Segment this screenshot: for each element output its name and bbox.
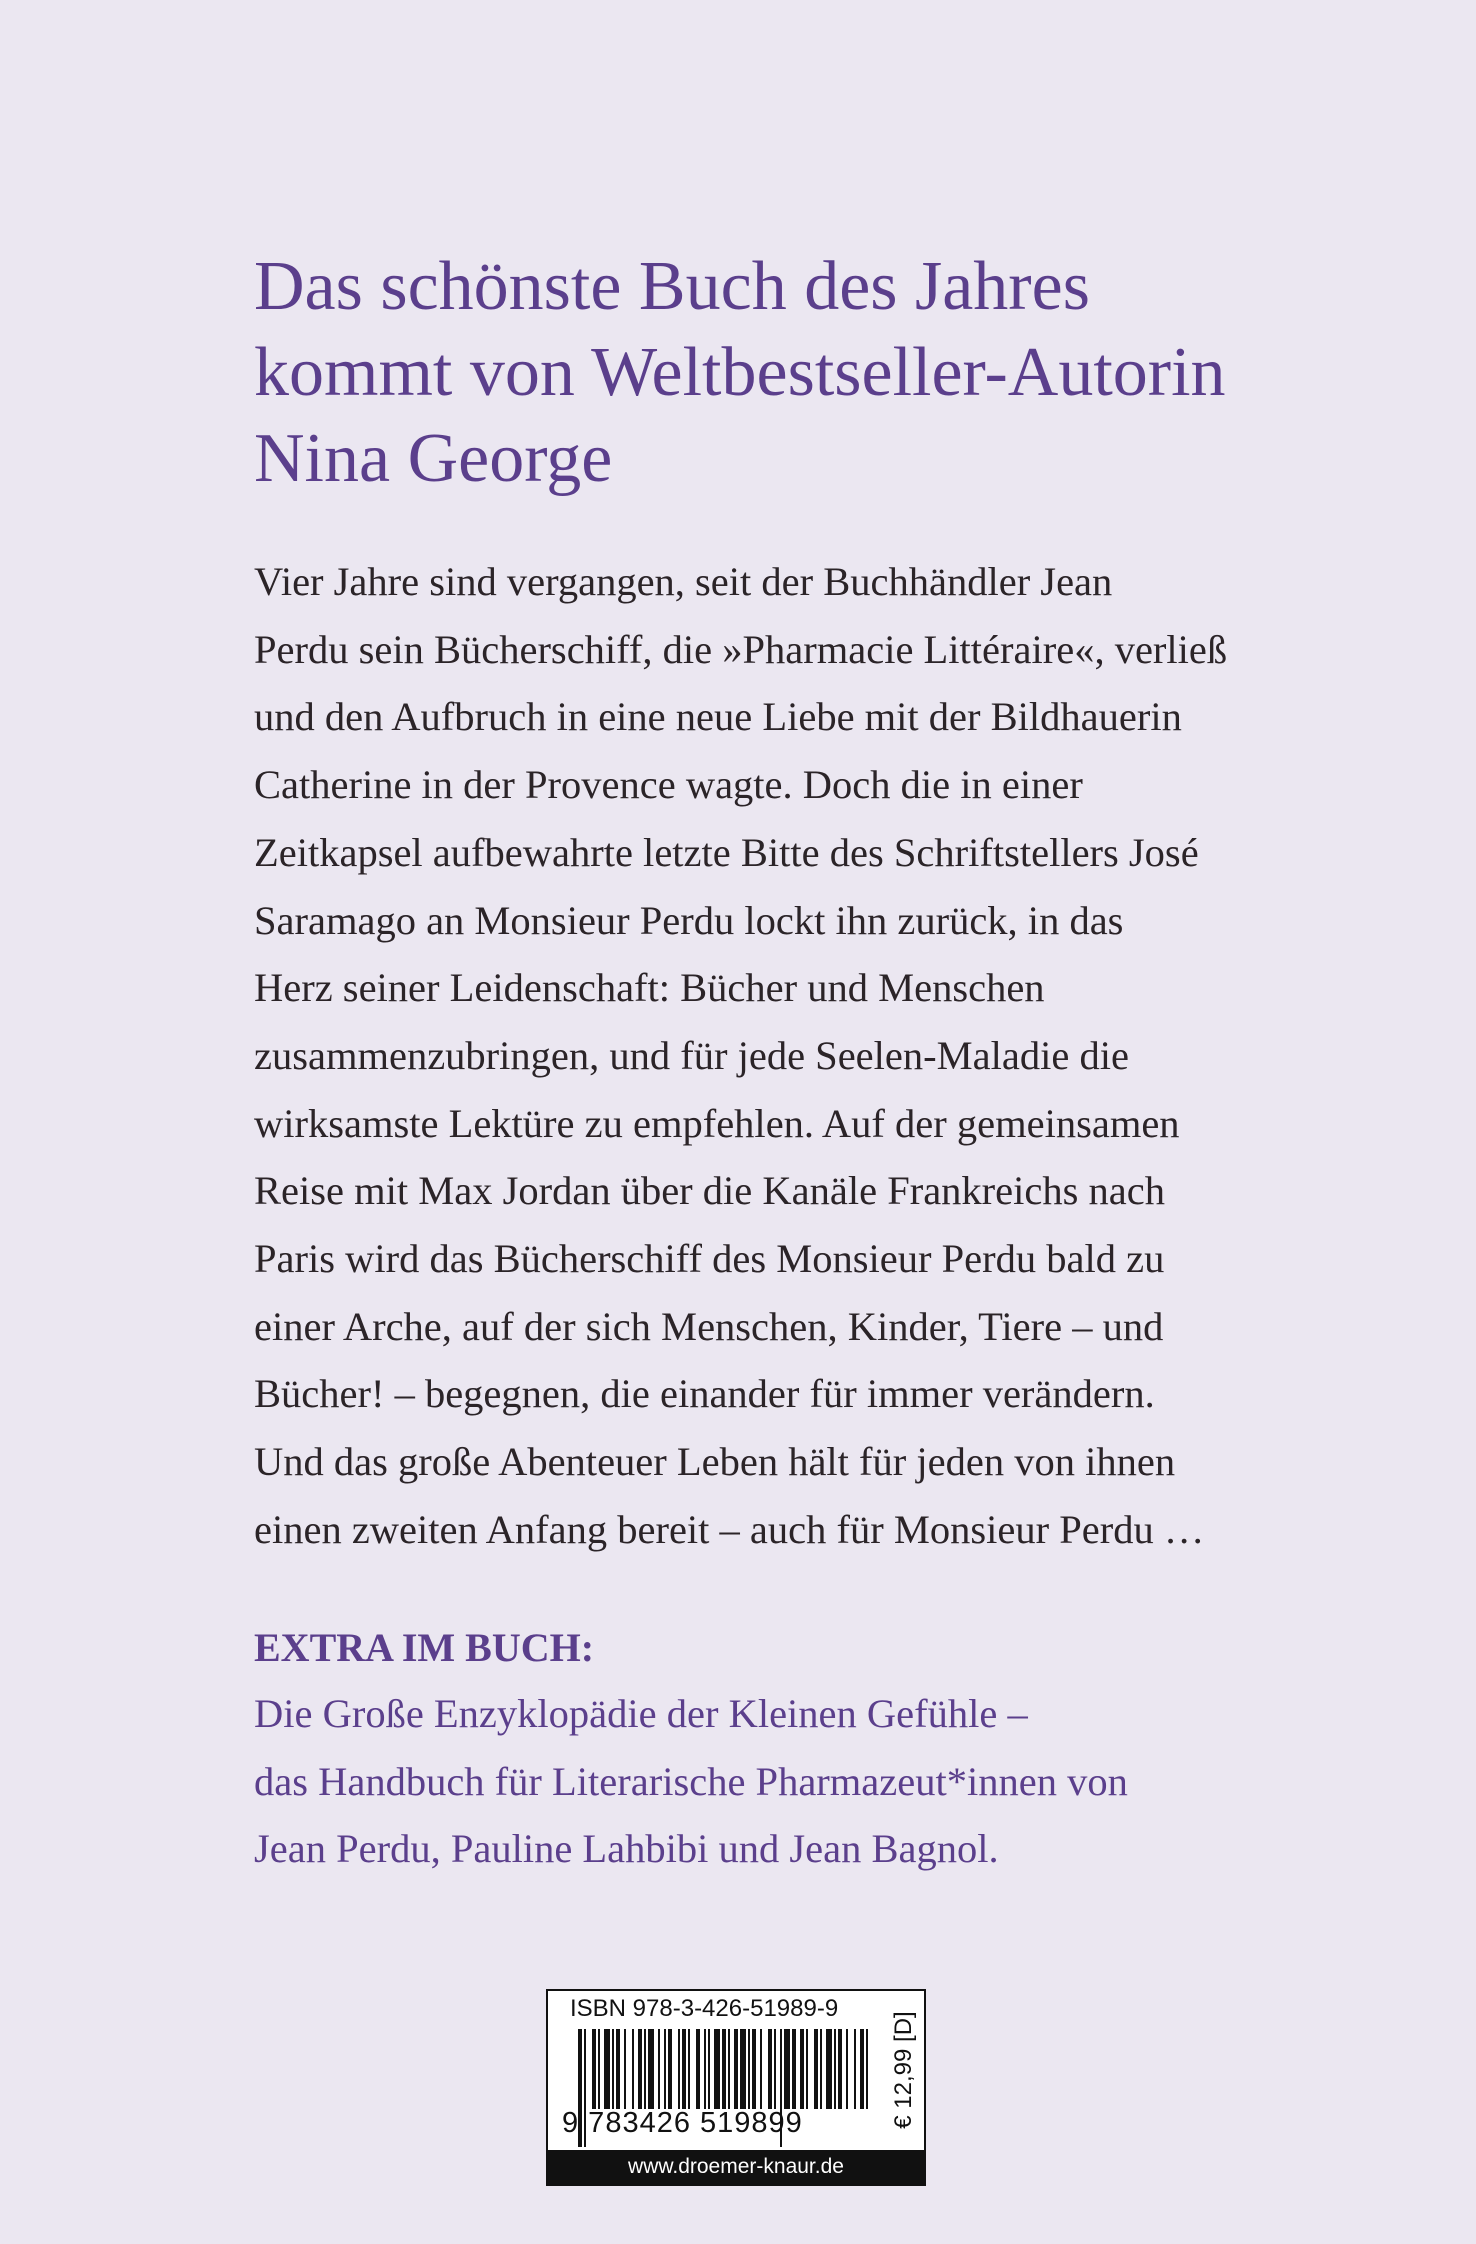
- extra-description: [254, 1680, 1128, 1883]
- barcode-bar: [854, 2029, 856, 2109]
- description-line: zusammenzubringen, und für jede Seelen-Maladie die: [254, 1032, 1129, 1078]
- barcode-bar: [820, 2029, 822, 2109]
- barcode-bar: [740, 2029, 746, 2109]
- publisher-url: www.droemer-knaur.de: [548, 2150, 924, 2184]
- barcode-bar: [696, 2029, 700, 2109]
- barcode-bar: [800, 2029, 804, 2109]
- barcode-bar: [792, 2029, 796, 2109]
- barcode-bar: [752, 2029, 756, 2109]
- extra-title: EXTRA IM BUCH:: [254, 1625, 595, 1670]
- price-text: € 12,99 [D]: [890, 2011, 917, 2129]
- barcode-bar: [678, 2029, 680, 2109]
- description-line: Vier Jahre sind vergangen, seit der Buchhändler Jean: [254, 559, 1113, 604]
- headline-line: kommt von Weltbestseller-Autorin: [254, 334, 1226, 411]
- barcode-bar: [834, 2029, 836, 2109]
- price-label: [886, 1995, 922, 2145]
- barcode-bar: [604, 2029, 610, 2109]
- description-line: Und das große Abenteuer Leben hält für jeden von ihnen: [254, 1439, 1176, 1485]
- barcode-bar: [722, 2029, 726, 2109]
- extra-line: das Handbuch für Literarische Pharmazeut*innen von: [254, 1758, 1128, 1804]
- barcode-bar: [632, 2029, 634, 2109]
- description-line: und den Aufbruch in eine neue Liebe mit der Bildhauerin: [254, 694, 1182, 740]
- barcode-bar: [708, 2029, 710, 2109]
- barcode-bar: [592, 2029, 596, 2109]
- barcode-bar: [638, 2029, 642, 2109]
- description-line: einer Arche, auf der sich Menschen, Kinder, Tiere – und: [254, 1303, 1164, 1349]
- barcode-bar: [768, 2029, 772, 2109]
- barcode-bar: [760, 2029, 762, 2109]
- barcode-bar: [658, 2029, 660, 2109]
- headline-line: Nina George: [254, 420, 613, 497]
- description-line: Perdu sein Bücherschiff, die »Pharmacie Littéraire«, verließ: [254, 626, 1228, 672]
- headline-line: Das schönste Buch des Jahres: [254, 248, 1090, 325]
- barcode-bar: [806, 2029, 808, 2109]
- barcode-bar: [728, 2029, 730, 2109]
- barcode-bar: [866, 2029, 868, 2109]
- barcode-digits: 9 783426 519899: [562, 2107, 803, 2139]
- barcode-bar: [704, 2029, 706, 2109]
- description-line: Saramago an Monsieur Perdu lockt ihn zurück, in das: [254, 897, 1124, 943]
- description-line: Zeitkapsel aufbewahrte letzte Bitte des Schriftstellers José: [254, 829, 1199, 875]
- barcode-bar: [668, 2029, 672, 2109]
- barcode-bar: [644, 2029, 646, 2109]
- barcode-bar: [688, 2029, 690, 2109]
- book-description: [254, 548, 1404, 1564]
- description-line: Bücher! – begegnen, die einander für immer verändern.: [254, 1371, 1155, 1417]
- barcode-bar: [774, 2029, 776, 2109]
- description-line: wirksamste Lektüre zu empfehlen. Auf der gemeinsamen: [254, 1100, 1180, 1146]
- isbn-label: ISBN 978-3-426-51989-9: [570, 1995, 839, 2022]
- barcode-bar: [784, 2029, 790, 2109]
- barcode-bar: [648, 2029, 654, 2109]
- description-line: Reise mit Max Jordan über die Kanäle Frankreichs nach: [254, 1168, 1165, 1214]
- barcode-bar: [714, 2029, 720, 2109]
- barcode-bar: [814, 2029, 818, 2109]
- barcode-bar: [838, 2029, 842, 2109]
- barcode-bar: [616, 2029, 620, 2109]
- extra-line: Jean Perdu, Pauline Lahbibi und Jean Bagnol.: [254, 1826, 999, 1871]
- barcode-bar: [734, 2029, 738, 2109]
- description-line: Catherine in der Provence wagte. Doch die in einer: [254, 762, 1083, 808]
- barcode-bar: [598, 2029, 600, 2109]
- barcode-bar: [682, 2029, 686, 2109]
- description-line: einen zweiten Anfang bereit – auch für Monsieur Perdu …: [254, 1506, 1205, 1552]
- barcode-bar: [624, 2029, 626, 2109]
- barcode-bar: [846, 2029, 848, 2109]
- barcode-bar: [612, 2029, 614, 2109]
- extra-line: Die Große Enzyklopädie der Kleinen Gefühle –: [254, 1691, 1028, 1736]
- barcode-box: [546, 1989, 926, 2186]
- headline: [254, 244, 1404, 502]
- barcode-bar: [664, 2029, 666, 2109]
- barcode-bar: [860, 2029, 864, 2109]
- description-line: Herz seiner Leidenschaft: Bücher und Menschen: [254, 965, 1045, 1011]
- barcode-bar: [826, 2029, 832, 2109]
- description-line: Paris wird das Bücherschiff des Monsieur Perdu bald zu: [254, 1236, 1165, 1282]
- barcode-bar: [748, 2029, 750, 2109]
